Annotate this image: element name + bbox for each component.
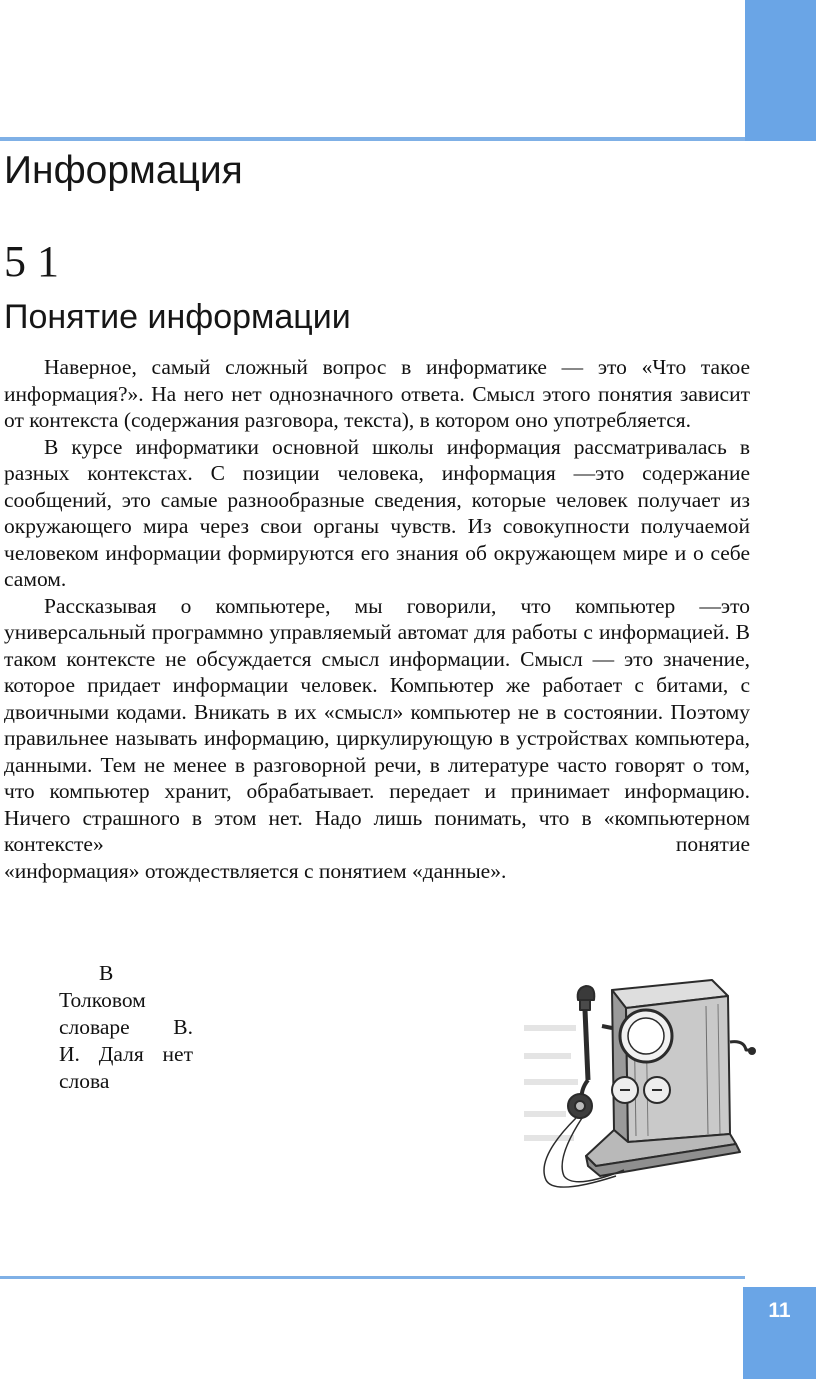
body-text	[4, 354, 750, 884]
top-blue-tab	[745, 0, 816, 141]
page-number: 11	[768, 1299, 791, 1322]
paragraph: Наверное, самый сложный вопрос в информатике — это «Что такое информация?». На него нет однозначного ответа. Смысл этого понятия зависит от контекста (содержания разговора, текста), в котором оно употребляется.	[4, 355, 750, 432]
top-divider	[0, 137, 745, 141]
side-note-line: В	[99, 961, 114, 985]
side-note-line: Толковом	[59, 988, 146, 1012]
section-title: Понятие информации	[4, 298, 351, 336]
paragraph-last-line: «информация» отождествляется с понятием «данные».	[4, 858, 507, 883]
side-note-line: И. Даля нет	[59, 1042, 193, 1066]
chapter-title: Информация	[4, 149, 243, 192]
side-note-line: слова	[59, 1069, 110, 1093]
bottom-divider	[0, 1276, 745, 1279]
side-note-line: словаре В.	[59, 1015, 193, 1039]
side-note	[59, 960, 193, 1095]
paragraph: Рассказывая о компьютере, мы говорили, что компьютер —это универсальный программно управляемый автомат для работы с информацией. В таком контексте не обсуждается смысл информации. Смысл — это значение, которое придает информации человек. Компьютер же работает с битами, с двоичными кодами. Вникать в их «смысл» компьютер не в состоянии. Поэтому правильнее называть информацию, циркулирующую в устройствах компьютера, данными. Тем не менее в разговорной речи, в литературе часто говорят о том, что компьютер хранит, обрабатывает. передает и принимает информацию. Ничего страшного в этом нет. Надо лишь понимать, что в «компьютерном контексте» понятие	[4, 593, 750, 856]
section-number: 5 1	[4, 237, 59, 286]
vintage-wall-telephone-icon	[516, 966, 776, 1198]
page-number-tab	[743, 1287, 816, 1379]
paragraph: В курсе информатики основной школы информация рассматривалась в разных контекстах. С позиции человека, информация —это содержание сообщений, это самые разнообразные сведения, которые человек получает из окружающего мира через свои органы чувств. Из совокупности получаемой человеком информации формируются его знания об окружающем мире и о себе самом.	[4, 434, 750, 591]
